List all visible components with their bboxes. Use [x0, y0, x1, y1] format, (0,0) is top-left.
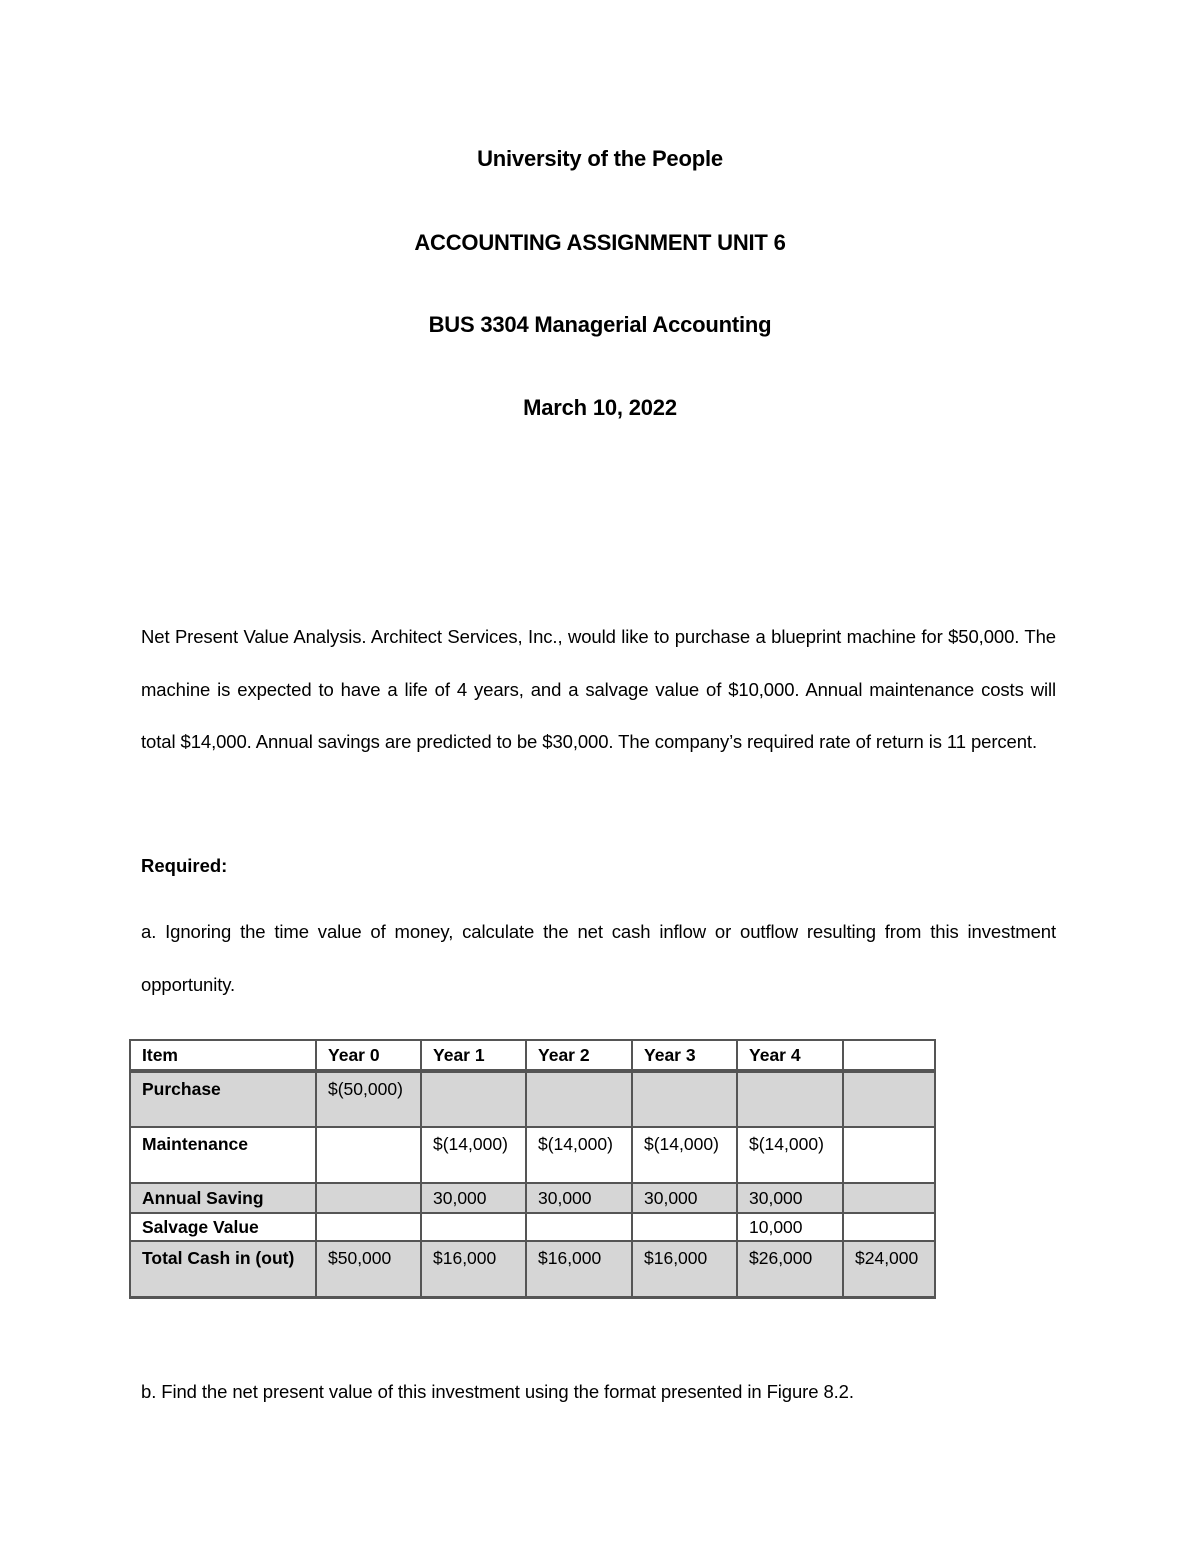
header-cell: Year 3	[632, 1040, 737, 1071]
header-cell: Year 0	[316, 1040, 421, 1071]
table-cell	[316, 1213, 421, 1241]
cash-flow-table	[129, 1039, 936, 1299]
table-header-row	[130, 1040, 935, 1071]
part-b-question: b. Find the net present value of this investment using the format presented in Figure 8.2.	[141, 1381, 854, 1402]
required-heading: Required:	[141, 855, 228, 876]
row-label: Maintenance	[130, 1127, 316, 1183]
university-title: University of the People	[477, 146, 723, 171]
table-cell	[526, 1213, 632, 1241]
table-cell	[526, 1071, 632, 1127]
table-cell: $(14,000)	[632, 1127, 737, 1183]
header-cell: Year 1	[421, 1040, 526, 1071]
header-cell: Year 2	[526, 1040, 632, 1071]
header-cell	[843, 1040, 935, 1071]
table-cell: $50,000	[316, 1241, 421, 1297]
table-cell	[843, 1213, 935, 1241]
row-label: Salvage Value	[130, 1213, 316, 1241]
table-cell	[843, 1071, 935, 1127]
table-cell: 30,000	[632, 1183, 737, 1213]
assignment-title: ACCOUNTING ASSIGNMENT UNIT 6	[414, 230, 786, 255]
table-cell: $24,000	[843, 1241, 935, 1297]
table-row	[130, 1183, 935, 1213]
course-title: BUS 3304 Managerial Accounting	[428, 312, 772, 337]
table-row	[130, 1071, 935, 1127]
table-cell	[316, 1183, 421, 1213]
table-cell: $(14,000)	[421, 1127, 526, 1183]
table-cell	[421, 1071, 526, 1127]
table-row	[130, 1241, 935, 1297]
row-label: Annual Saving	[130, 1183, 316, 1213]
table-cell: $16,000	[632, 1241, 737, 1297]
table-cell	[316, 1127, 421, 1183]
table-cell: $26,000	[737, 1241, 843, 1297]
table-cell	[843, 1127, 935, 1183]
table-cell	[737, 1071, 843, 1127]
date-line: March 10, 2022	[523, 395, 677, 420]
table-cell	[632, 1213, 737, 1241]
table-cell: 30,000	[737, 1183, 843, 1213]
table-cell	[632, 1071, 737, 1127]
table-cell	[843, 1183, 935, 1213]
table-cell: $(14,000)	[526, 1127, 632, 1183]
table-cell: $16,000	[421, 1241, 526, 1297]
table-cell: 30,000	[526, 1183, 632, 1213]
table-cell: 30,000	[421, 1183, 526, 1213]
header-cell: Item	[130, 1040, 316, 1071]
table-row	[130, 1213, 935, 1241]
part-a-question: a. Ignoring the time value of money, calculate the net cash inflow or outflow resulting from this investment opportunity.	[141, 921, 1056, 995]
problem-paragraph: Net Present Value Analysis. Architect Services, Inc., would like to purchase a blueprint machine for $50,000. The machine is expected to have a life of 4 years, and a salvage value of $10,000. Annual maintenance costs will total $14,000. Annual savings are predicted to be $30,000. The company’s required rate of return is 11 percent.	[141, 626, 1056, 752]
table-cell: 10,000	[737, 1213, 843, 1241]
table-row	[130, 1127, 935, 1183]
table-cell	[421, 1213, 526, 1241]
row-label: Total Cash in (out)	[130, 1241, 316, 1297]
table-cell: $(50,000)	[316, 1071, 421, 1127]
table-cell: $(14,000)	[737, 1127, 843, 1183]
header-cell: Year 4	[737, 1040, 843, 1071]
row-label: Purchase	[130, 1071, 316, 1127]
table-cell: $16,000	[526, 1241, 632, 1297]
